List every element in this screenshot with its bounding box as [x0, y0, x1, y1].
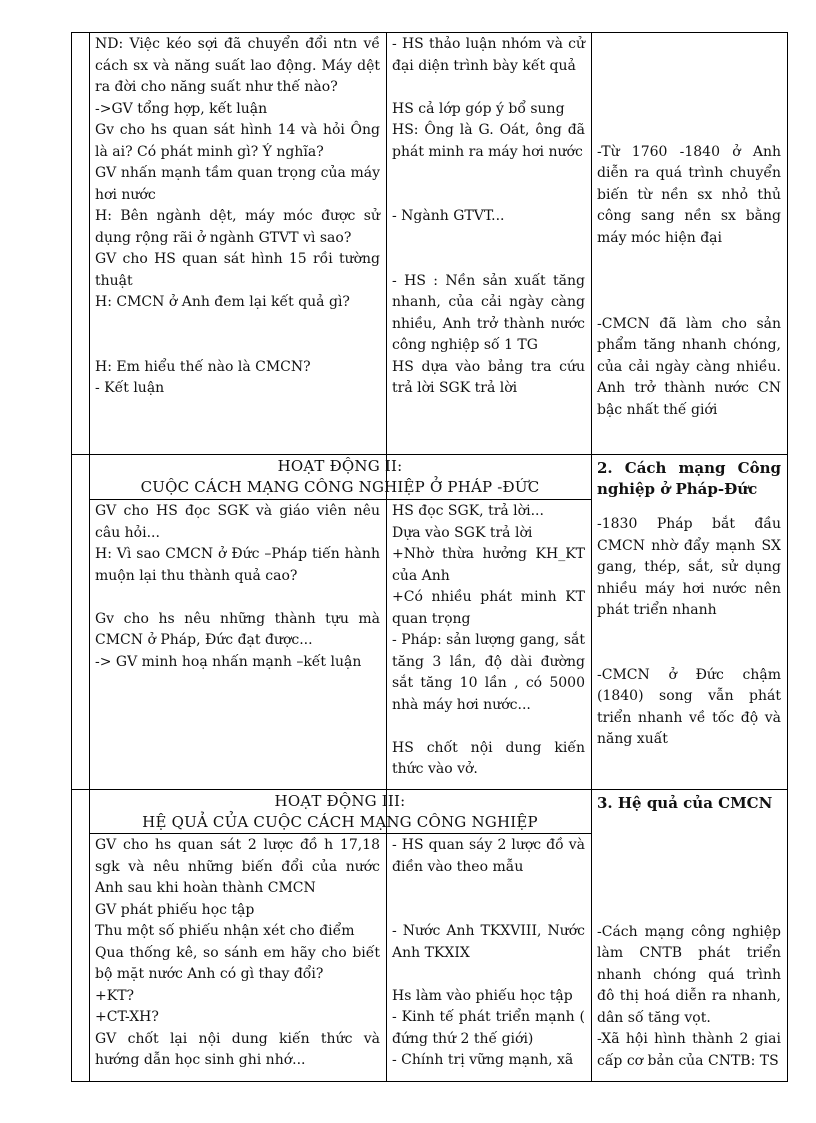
paragraph: +KT?	[95, 987, 135, 1004]
paragraph: H: CMCN ở Anh đem lại kết quả gì?	[95, 294, 350, 310]
paragraph: H: Em hiểu thế nào là CMCN?	[95, 358, 311, 375]
paragraph: Hs làm vào phiếu học tập	[392, 987, 573, 1004]
spacer	[597, 622, 781, 644]
teacher-activities-cell	[89, 34, 386, 454]
section-title: 2. Cách mạng Công nghiệp ở Pháp-Đức	[597, 459, 781, 498]
spacer	[392, 900, 585, 922]
paragraph: ND: Việc kéo sợi đã chuyển đổi ntn về cách sx và năng suất lao động. Máy dệt ra đời cho năng suất như thế nào?	[95, 36, 380, 95]
heading-line: HỆ QUẢ CỦA CUỘC CÁCH MẠNG CÔNG NGHIỆP	[142, 813, 538, 831]
spacer	[597, 643, 781, 665]
spacer	[392, 249, 585, 271]
paragraph: GV cho HS quan sát hình 15 rồi tường thuật	[95, 251, 380, 289]
paragraph: HS: Ông là G. Oát, ông đã phát minh ra máy hơi nước	[392, 122, 585, 160]
paragraph: -Xã hội hình thành 2 giai cấp cơ bản của CNTB: TS	[597, 1031, 781, 1069]
paragraph: -Cách mạng công nghiệp làm CNTB phát triển nhanh chóng quá trình đô thị hoá diễn ra nhanh, dân số tăng vọt.	[597, 923, 781, 1026]
spacer	[597, 879, 781, 901]
spacer	[597, 120, 781, 142]
spacer	[597, 814, 781, 836]
paragraph: - Kết luận	[95, 380, 165, 396]
paragraph: HS dựa vào bảng tra cứu trả lời SGK trả lời	[392, 358, 585, 396]
section-heading	[89, 791, 591, 833]
paragraph: +Có nhiều phát minh KT quan trọng	[392, 589, 585, 627]
spacer	[95, 587, 380, 609]
paragraph: HS cả lớp góp ý bổ sung	[392, 100, 565, 117]
heading-line: HOẠT ĐỘNG II:	[277, 457, 403, 475]
spacer	[597, 857, 781, 879]
paragraph: -> GV minh hoạ nhấn mạnh –kết luận	[95, 653, 362, 670]
key-content-cell	[591, 458, 787, 789]
paragraph: GV nhấn mạnh tầm quan trọng của máy hơi nước	[95, 165, 380, 203]
paragraph: Thu một số phiếu nhận xét cho điểm	[95, 923, 355, 939]
table-border-right	[787, 32, 788, 1082]
section-heading	[89, 456, 591, 499]
paragraph: GV cho HS đọc SGK và giáo viên nêu câu hỏi...	[95, 503, 380, 541]
student-activities-cell	[386, 34, 591, 454]
paragraph: - HS quan sáy 2 lược đồ và điền vào theo mẫu	[392, 837, 585, 875]
spacer	[597, 34, 781, 56]
spacer	[597, 292, 781, 314]
spacer	[392, 185, 585, 207]
paragraph: +Nhờ thừa hưởng KH_KT của Anh	[392, 546, 585, 584]
paragraph: Gv cho hs nêu những thành tựu mà CMCN ở Pháp, Đức đạt được...	[95, 610, 380, 648]
paragraph: Gv cho hs quan sát hình 14 và hỏi Ông là ai? Có phát minh gì? Ý nghĩa?	[95, 122, 380, 160]
spacer	[597, 99, 781, 121]
student-activities-cell	[386, 835, 591, 1081]
table-divider	[89, 833, 591, 834]
paragraph: -CMCN ở Đức chậm (1840) song vẫn phát triển nhanh về tốc độ và năng xuất	[597, 666, 781, 747]
table-divider	[71, 1081, 788, 1082]
paragraph: HS đọc SGK, trả lời...	[392, 503, 544, 519]
paragraph: Qua thống kê, so sánh em hãy cho biết bộ mặt nước Anh có gì thay đổi?	[95, 944, 380, 982]
paragraph: - Nước Anh TKXVIII, Nước Anh TKXIX	[392, 923, 585, 961]
paragraph: ->GV tổng hợp, kết luận	[95, 100, 268, 117]
spacer	[392, 878, 585, 900]
spacer	[392, 964, 585, 986]
key-content-cell	[591, 34, 787, 454]
paragraph: +CT-XH?	[95, 1009, 159, 1025]
paragraph: - Pháp: sản lượng gang, sắt tăng 3 lần, độ dài đường sắt tăng 10 lần , có 5000 nhà máy hơi nước...	[392, 632, 585, 713]
teacher-activities-cell	[89, 835, 386, 1081]
section-title: 3. Hệ quả của CMCN	[597, 794, 773, 812]
table-divider	[89, 499, 591, 500]
spacer	[95, 335, 380, 357]
paragraph: -CMCN đã làm cho sản phẩm tăng nhanh chóng, của cải ngày càng nhiều. Anh trở thành nước CN bậc nhất thế giới	[597, 315, 781, 418]
paragraph: -1830 Pháp bắt đầu CMCN nhờ đẩy mạnh SX gang, thép, sắt, sử dụng nhiều máy hơi nước nên phát triển nhanh	[597, 516, 781, 618]
table-divider	[71, 454, 788, 455]
table-border-left	[71, 32, 72, 1082]
paragraph: GV phát phiếu học tập	[95, 901, 255, 918]
paragraph: HS chốt nội dung kiến thức vào vở.	[392, 739, 585, 777]
student-activities-cell	[386, 501, 591, 789]
teacher-activities-cell	[89, 501, 386, 789]
spacer	[392, 716, 585, 738]
paragraph: - Chính trị vững mạnh, xã	[392, 1052, 574, 1068]
paragraph: -Từ 1760 -1840 ở Anh diễn ra quá trình chuyển biến từ nền sx nhỏ thủ công sang nền sx bằng máy móc hiện đại	[597, 143, 781, 246]
spacer	[597, 56, 781, 78]
paragraph: H: Bên ngành dệt, máy móc được sử dụng rộng rãi ở ngành GTVT vì sao?	[95, 208, 380, 246]
paragraph: - HS thảo luận nhóm và cử đại diện trình bày kết quả	[392, 36, 585, 74]
spacer	[597, 500, 781, 514]
spacer	[392, 163, 585, 185]
spacer	[392, 77, 585, 99]
paragraph: H: Vì sao CMCN ở Đức –Pháp tiến hành muộn lại thu thành quả cao?	[95, 546, 380, 584]
table-divider	[71, 789, 788, 790]
lesson-table	[71, 32, 788, 1082]
key-content-cell	[591, 793, 787, 1081]
spacer	[597, 249, 781, 271]
spacer	[392, 228, 585, 250]
paragraph: - HS : Nền sản xuất tăng nhanh, của cải ngày càng nhiều, Anh trở thành nước công nghiệp số 1 TG	[392, 272, 585, 353]
paragraph: GV cho hs quan sát 2 lược đồ h 17,18 sgk và nêu những biến đổi của nước Anh sau khi hoàn thành CMCN	[95, 837, 380, 896]
paragraph: Dựa vào SGK trả lời	[392, 524, 533, 541]
spacer	[597, 836, 781, 858]
spacer	[597, 271, 781, 293]
heading-line: CUỘC CÁCH MẠNG CÔNG NGHIỆP Ở PHÁP -ĐỨC	[140, 478, 540, 496]
paragraph: - Ngành GTVT...	[392, 208, 505, 224]
paragraph: - Kinh tế phát triển mạnh ( đứng thứ 2 thế giới)	[392, 1009, 585, 1047]
spacer	[597, 77, 781, 99]
table-divider	[71, 32, 788, 33]
heading-line: HOẠT ĐỘNG III:	[274, 792, 406, 810]
spacer	[95, 314, 380, 336]
paragraph: GV chốt lại nội dung kiến thức và hướng dẫn học sinh ghi nhớ...	[95, 1030, 380, 1068]
spacer	[597, 900, 781, 922]
